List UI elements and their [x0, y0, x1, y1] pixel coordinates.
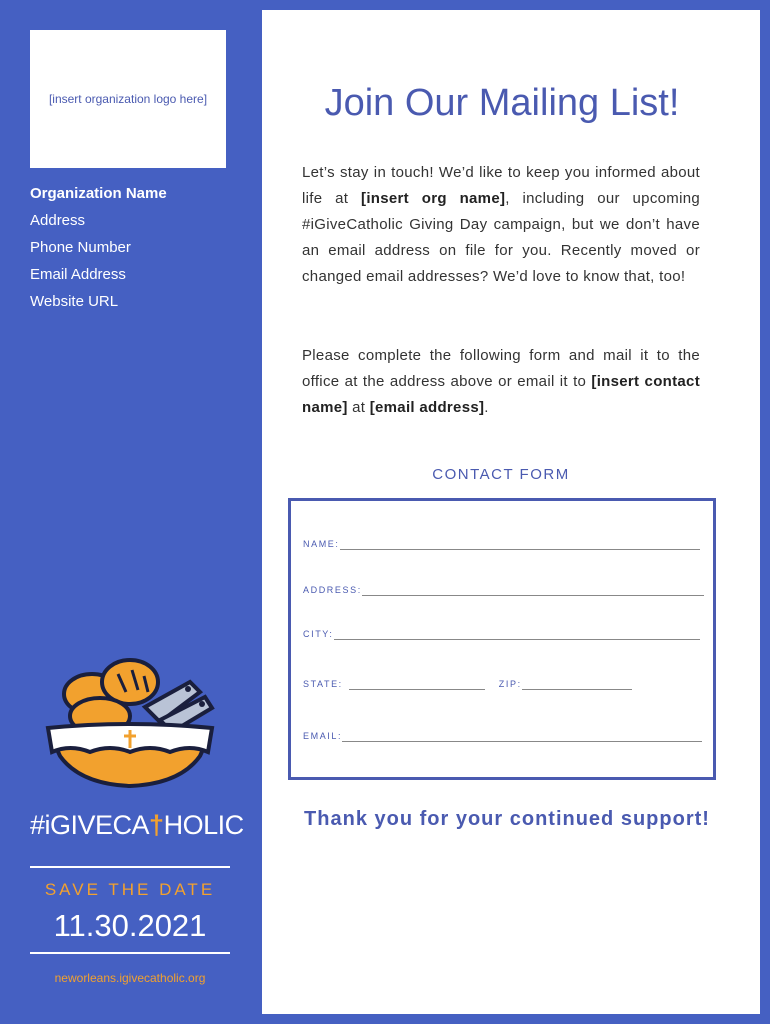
city-field[interactable] — [334, 629, 700, 640]
zip-label: ZIP: — [498, 679, 522, 689]
address-field[interactable] — [362, 585, 704, 596]
name-label: NAME: — [303, 539, 340, 549]
city-row — [303, 629, 700, 640]
contact-form — [288, 498, 716, 780]
organization-name: Organization Name — [30, 185, 167, 202]
page-title: Join Our Mailing List! — [324, 82, 680, 124]
organization-phone: Phone Number — [30, 239, 131, 256]
instructions-at: at — [347, 399, 370, 416]
name-field[interactable] — [340, 539, 700, 550]
address-label: ADDRESS: — [303, 585, 362, 595]
logo-placeholder — [30, 30, 226, 168]
email-address-placeholder: [email address] — [369, 399, 485, 416]
organization-email: Email Address — [30, 266, 126, 283]
divider-top — [30, 866, 230, 868]
brand-suffix: HOLIC — [163, 810, 244, 840]
divider-bottom — [30, 952, 230, 954]
email-row — [303, 731, 702, 742]
instructions-paragraph — [302, 343, 700, 421]
state-zip-row — [303, 679, 632, 690]
organization-address: Address — [30, 212, 86, 229]
intro-text-continued: , including our upcoming #iGiveCatholic Giving Day campaign, but we don’t have an email address on file for you. Recently moved or changed email addresses? We’d love to know that, too! — [302, 190, 700, 285]
city-label: CITY: — [303, 629, 334, 639]
sidebar — [0, 0, 262, 1024]
mailing-list-card — [262, 10, 760, 1014]
website-link[interactable]: neworleans.igivecatholic.org — [54, 971, 206, 985]
save-the-date: SAVE THE DATE — [44, 880, 216, 899]
contact-name-placeholder: [insert contact name] — [302, 373, 700, 416]
organization-info — [30, 180, 167, 315]
igivecatholic-brand — [30, 810, 244, 841]
event-date: 11.30.2021 — [53, 908, 207, 943]
instructions-text: Please complete the following form and mail it to the office at the address above or email it to — [302, 347, 700, 390]
state-label: STATE: — [303, 679, 343, 689]
org-name-placeholder: [insert org name] — [361, 190, 506, 207]
brand-prefix: #iGIVECA — [30, 810, 150, 840]
state-field[interactable] — [349, 679, 485, 690]
intro-text: Let’s stay in touch! We’d like to keep you informed about life at — [302, 164, 700, 207]
brand-cross: † — [149, 810, 164, 840]
name-row — [303, 539, 700, 550]
logo-placeholder-text: [insert organization logo here] — [48, 92, 208, 106]
bread-and-fish-basket-icon — [40, 652, 220, 792]
instructions-period: . — [484, 399, 489, 416]
email-label: EMAIL: — [303, 731, 343, 741]
intro-paragraph — [302, 160, 700, 290]
contact-form-heading: CONTACT FORM — [432, 466, 570, 483]
organization-website: Website URL — [30, 293, 119, 310]
address-row — [303, 585, 704, 596]
zip-field[interactable] — [522, 679, 632, 690]
thank-you-message: Thank you for your continued support! — [304, 808, 710, 830]
email-field[interactable] — [342, 731, 702, 742]
